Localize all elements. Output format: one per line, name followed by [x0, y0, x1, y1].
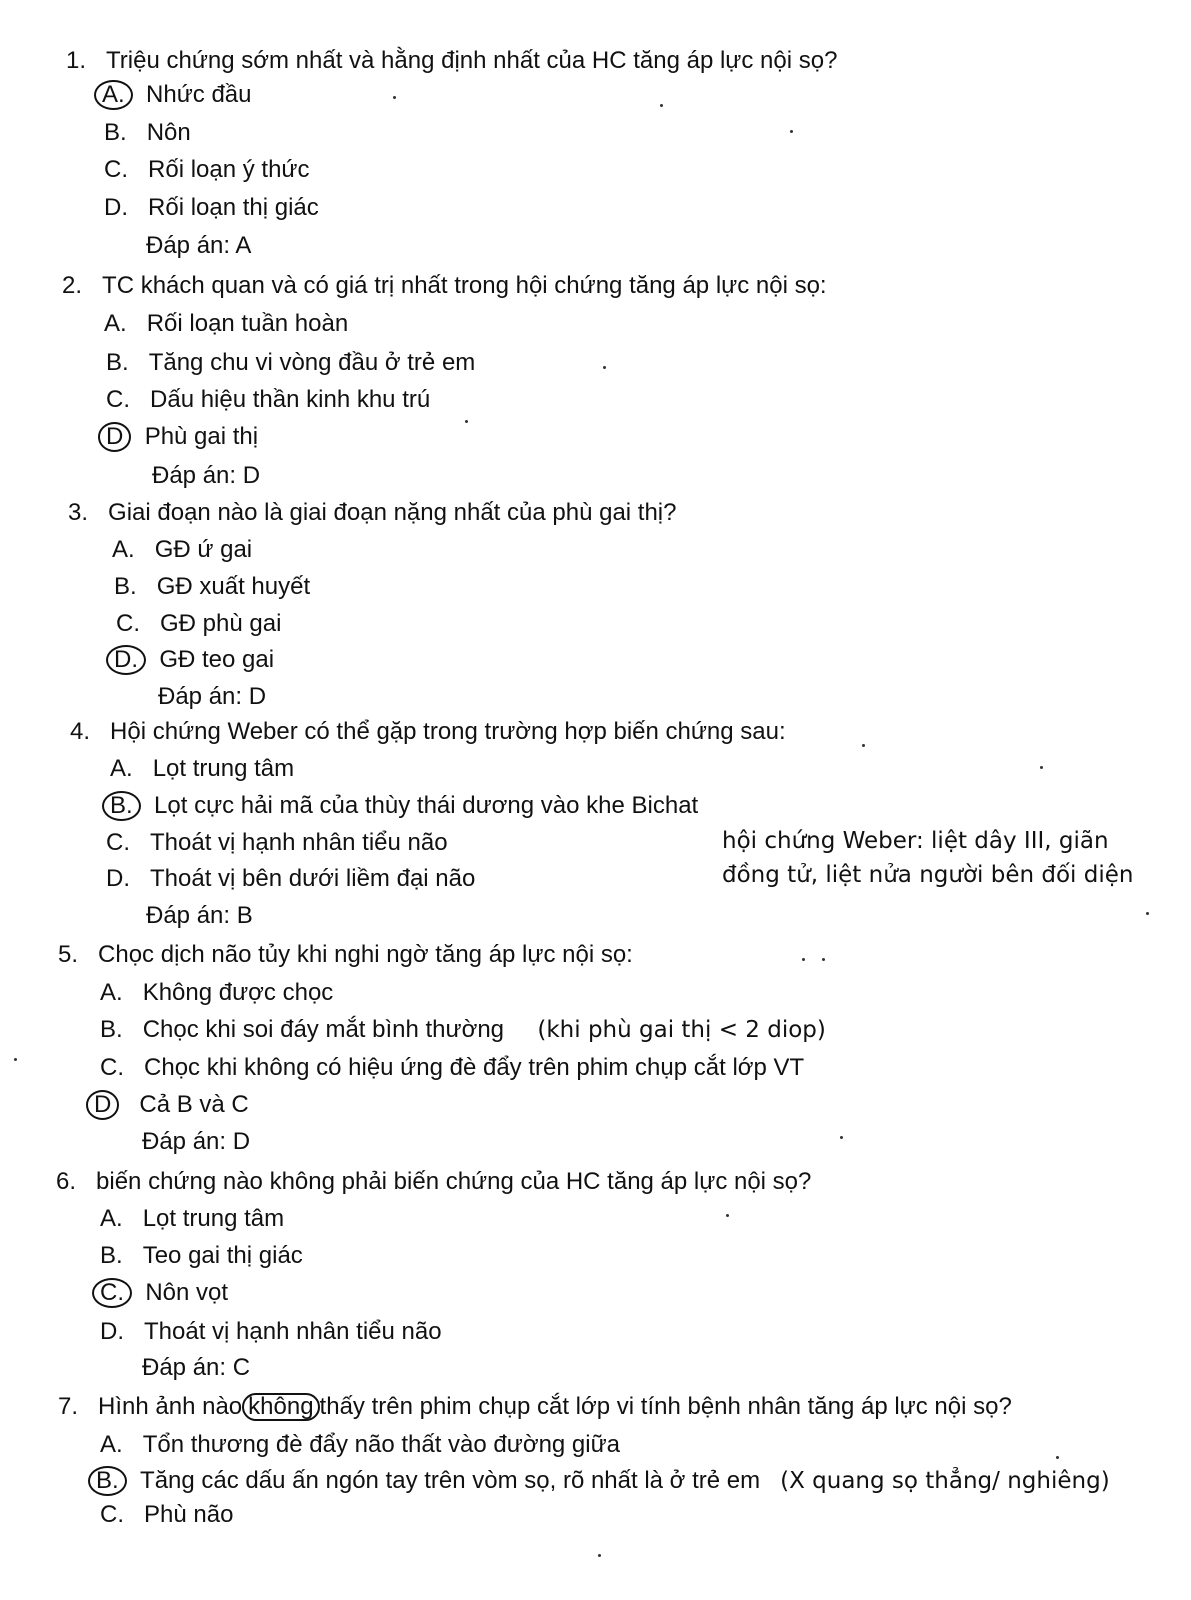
question-number: 1.	[66, 47, 87, 74]
option-1c: C. Rối loạn ý thức	[104, 156, 310, 183]
question-5: 5. Chọc dịch não tủy khi nghi ngờ tăng áp lực nội sọ:	[58, 941, 633, 968]
scan-speck	[393, 96, 396, 99]
option-text: Phù gai thị	[144, 423, 259, 450]
question-7: 7. Hình ảnh nào không thấy trên phim chụp cắt lớp vi tính bệnh nhân tăng áp lực nội sọ?	[58, 1393, 1012, 1420]
question-text: Triệu chứng sớm nhất và hằng định nhất của HC tăng áp lực nội sọ?	[106, 47, 838, 74]
answer-4: Đáp án: B	[146, 902, 253, 929]
option-text: Nhức đầu	[146, 81, 252, 108]
question-text: TC khách quan và có giá trị nhất trong hội chứng tăng áp lực nội sọ:	[102, 272, 827, 299]
option-2c: C. Dấu hiệu thần kinh khu trú	[106, 386, 431, 413]
scan-speck	[465, 420, 468, 423]
option-6c	[98, 1278, 228, 1308]
option-text: Phù não	[144, 1501, 234, 1528]
scan-speck	[1056, 1456, 1059, 1459]
option-text: Lọt trung tâm	[152, 755, 295, 782]
answer-circle: D	[98, 422, 131, 452]
option-text: Tăng chu vi vòng đầu ở trẻ em	[148, 349, 476, 376]
option-3c: C. GĐ phù gai	[116, 610, 282, 637]
option-text: Lọt cực hải mã của thùy thái dương vào khe Bichat	[154, 792, 699, 819]
option-3a: A. GĐ ứ gai	[112, 536, 253, 563]
option-text: GĐ teo gai	[159, 646, 275, 673]
option-5b: B. Chọc khi soi đáy mắt bình thường (khi phù gai thị < 2 diop)	[100, 1016, 826, 1043]
option-text: Teo gai thị giác	[142, 1242, 303, 1269]
option-3b: B. GĐ xuất huyết	[114, 573, 311, 600]
question-text: Hình ảnh nào	[98, 1393, 243, 1420]
option-text: Lọt trung tâm	[142, 1205, 285, 1232]
question-text: Hội chứng Weber có thể gặp trong trường hợp biến chứng sau:	[110, 718, 786, 745]
option-6d: D. Thoát vị hạnh nhân tiểu não	[100, 1318, 442, 1345]
boxed-word: không	[242, 1393, 319, 1421]
scan-speck	[1146, 912, 1149, 915]
option-4c: C. Thoát vị hạnh nhân tiểu não	[106, 829, 448, 856]
question-4: 4. Hội chứng Weber có thể gặp trong trường hợp biến chứng sau:	[70, 718, 786, 745]
answer-1: Đáp án: A	[146, 232, 252, 259]
question-text: biến chứng nào không phải biến chứng của HC tăng áp lực nội sọ?	[96, 1168, 812, 1195]
option-text: Tăng các dấu ấn ngón tay trên vòm sọ, rõ nhất là ở trẻ em	[140, 1467, 761, 1494]
question-3: 3. Giai đoạn nào là giai đoạn nặng nhất của phù gai thị?	[68, 499, 677, 526]
scan-speck	[660, 104, 663, 107]
option-4b	[108, 791, 698, 821]
answer-circle: B.	[88, 1466, 127, 1496]
answer-2: Đáp án: D	[152, 462, 261, 489]
question-text: Chọc dịch não tủy khi nghi ngờ tăng áp lực nội sọ:	[98, 941, 633, 968]
option-7c: C. Phù não	[100, 1501, 234, 1528]
option-text: Tổn thương đè đẩy não thất vào đường giữa	[142, 1431, 621, 1458]
option-6a: A. Lọt trung tâm	[100, 1205, 285, 1232]
option-text: GĐ ứ gai	[154, 536, 253, 563]
option-4d: D. Thoát vị bên dưới liềm đại não	[106, 865, 476, 892]
option-3d	[112, 645, 274, 675]
answer-6: Đáp án: C	[142, 1354, 251, 1381]
option-note: (X quang sọ thẳng/ nghiêng)	[780, 1468, 1110, 1494]
option-7b	[94, 1466, 1110, 1496]
scan-speck	[790, 130, 793, 133]
scan-speck	[822, 958, 825, 961]
option-7a: A. Tổn thương đè đẩy não thất vào đường giữa	[100, 1431, 621, 1458]
option-1d: D. Rối loạn thị giác	[104, 194, 319, 221]
annotation-line-1: hội chứng Weber: liệt dây III, giãn	[722, 828, 1109, 854]
option-text: Cả B và C	[139, 1091, 249, 1118]
annotation-line-2: đồng tử, liệt nửa người bên đối diện	[722, 862, 1134, 888]
option-1b: B. Nôn	[104, 119, 191, 146]
scan-speck	[802, 958, 805, 961]
scan-speck	[1040, 766, 1043, 769]
option-2d	[104, 422, 258, 452]
option-text: Thoát vị hạnh nhân tiểu não	[144, 1318, 442, 1345]
option-text: Rối loạn tuần hoàn	[146, 310, 349, 337]
answer-circle: A.	[94, 80, 133, 110]
answer-3: Đáp án: D	[158, 683, 267, 710]
option-note: (khi phù gai thị < 2 diop)	[537, 1017, 826, 1043]
question-text: Giai đoạn nào là giai đoạn nặng nhất của phù gai thị?	[108, 499, 677, 526]
option-text: Không được chọc	[142, 979, 334, 1006]
option-text: Thoát vị bên dưới liềm đại não	[150, 865, 476, 892]
option-text: Rối loạn ý thức	[148, 156, 310, 183]
option-text: Thoát vị hạnh nhân tiểu não	[150, 829, 448, 856]
option-text: Rối loạn thị giác	[148, 194, 319, 221]
question-6: 6. biến chứng nào không phải biến chứng của HC tăng áp lực nội sọ?	[56, 1168, 812, 1195]
option-text: Nôn	[146, 119, 191, 146]
question-1	[66, 46, 837, 76]
answer-circle: D.	[106, 645, 146, 675]
scan-speck	[840, 1136, 843, 1139]
option-1a	[100, 80, 252, 110]
question-2: 2. TC khách quan và có giá trị nhất trong hội chứng tăng áp lực nội sọ:	[62, 272, 827, 299]
scan-speck	[862, 744, 865, 747]
option-2b: B. Tăng chu vi vòng đầu ở trẻ em	[106, 349, 476, 376]
question-text-rest: thấy trên phim chụp cắt lớp vi tính bệnh nhân tăng áp lực nội sọ?	[319, 1393, 1012, 1420]
option-text: Chọc khi không có hiệu ứng đè đẩy trên phim chụp cắt lớp VT	[144, 1054, 805, 1081]
option-5a: A. Không được chọc	[100, 979, 334, 1006]
scan-speck	[14, 1058, 17, 1061]
scan-speck	[726, 1214, 729, 1217]
answer-5: Đáp án: D	[142, 1128, 251, 1155]
option-text: Dấu hiệu thần kinh khu trú	[150, 386, 431, 413]
option-text: Chọc khi soi đáy mắt bình thường	[142, 1016, 505, 1043]
answer-circle: D	[86, 1090, 119, 1120]
option-6b: B. Teo gai thị giác	[100, 1242, 303, 1269]
option-text: GĐ phù gai	[160, 610, 282, 637]
scan-speck	[603, 366, 606, 369]
option-2a: A. Rối loạn tuần hoàn	[104, 310, 349, 337]
scan-speck	[598, 1554, 601, 1557]
answer-circle: B.	[102, 791, 141, 821]
option-4a: A. Lọt trung tâm	[110, 755, 295, 782]
option-5c: C. Chọc khi không có hiệu ứng đè đẩy trên phim chụp cắt lớp VT	[100, 1054, 805, 1081]
option-5d	[92, 1090, 249, 1120]
answer-circle: C.	[92, 1278, 132, 1308]
option-text: Nôn vọt	[145, 1279, 229, 1306]
option-text: GĐ xuất huyết	[156, 573, 311, 600]
